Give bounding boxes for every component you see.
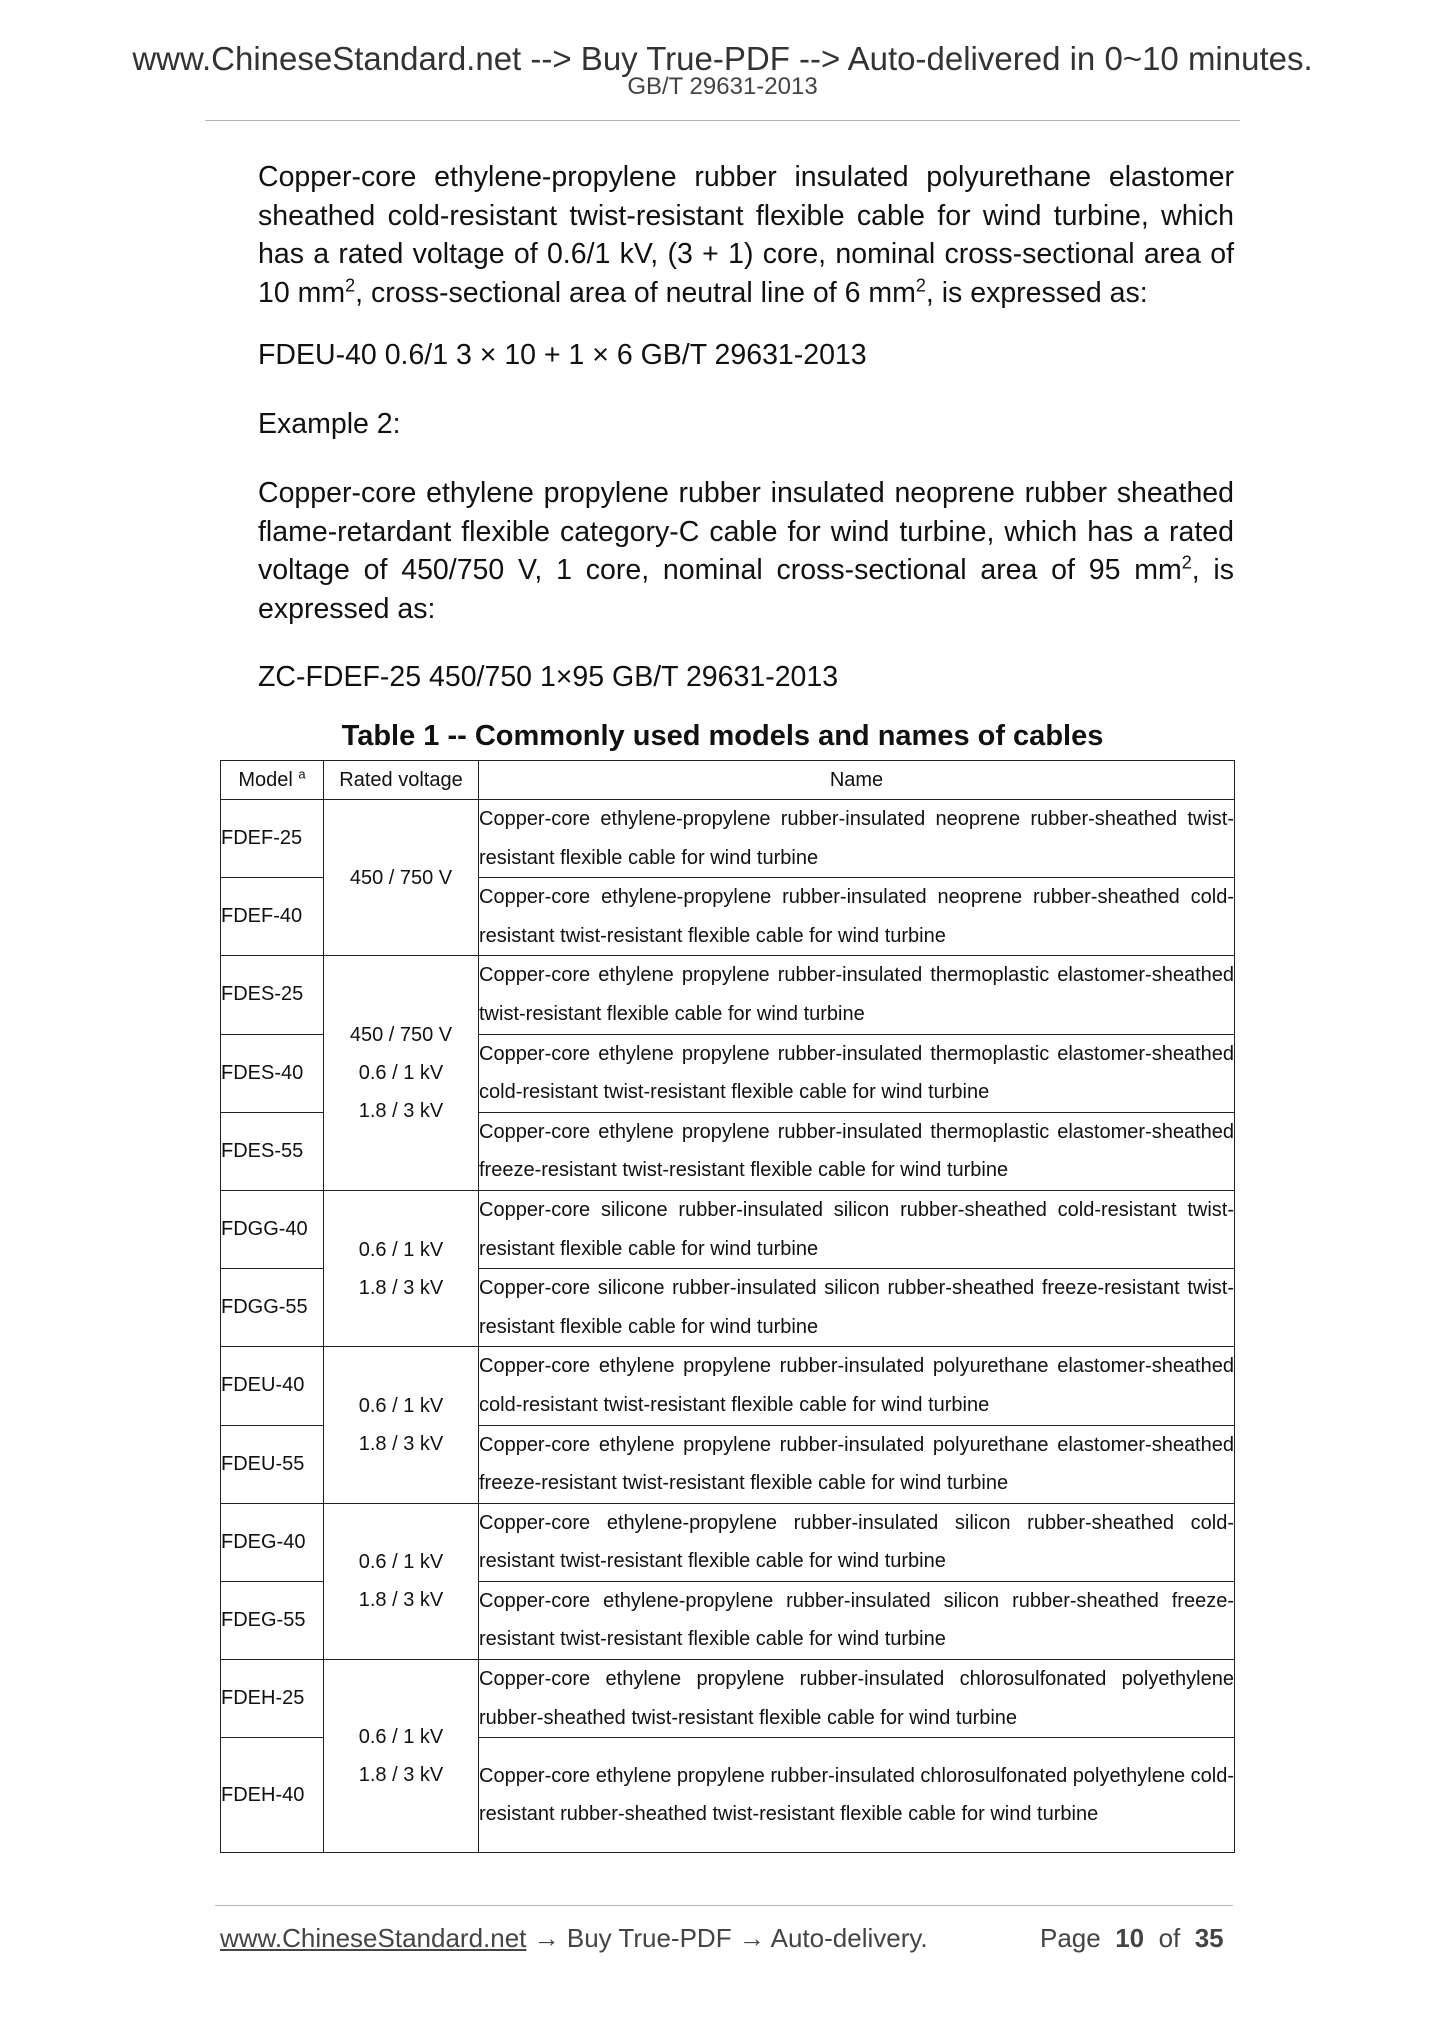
name-cell: Copper-core ethylene-propylene rubber-insulated silicon rubber-sheathed cold-resistant twist-resistant flexible cable for wind turbine: [479, 1503, 1235, 1581]
code-example-2: ZC-FDEF-25 450/750 1×95 GB/T 29631-2013: [258, 661, 839, 693]
name-cell: Copper-core ethylene propylene rubber-insulated polyurethane elastomer-sheathed cold-resistant twist-resistant flexible cable for wind turbine: [479, 1347, 1235, 1425]
name-cell: Copper-core ethylene propylene rubber-insulated thermoplastic elastomer-sheathed twist-resistant flexible cable for wind turbine: [479, 956, 1235, 1034]
header-divider: [205, 120, 1240, 121]
table-row: [221, 800, 1235, 878]
model-cell: FDEF-25: [221, 800, 324, 878]
paragraph-example-2: Copper-core ethylene propylene rubber insulated neoprene rubber sheathed flame-retardant flexible category-C cable for wind turbine, which has a rated voltage of 450/750 V, 1 core, nominal cross-sectional area of 95 $mm^2$, is expressed as:: [258, 477, 1234, 625]
table-row: [221, 1660, 1235, 1738]
cable-models-table: [220, 760, 1235, 1853]
model-cell: FDGG-55: [221, 1269, 324, 1347]
model-cell: FDGG-40: [221, 1190, 324, 1268]
model-cell: FDEG-55: [221, 1581, 324, 1659]
name-cell: Copper-core silicone rubber-insulated silicon rubber-sheathed freeze-resistant twist-resistant flexible cable for wind turbine: [479, 1269, 1235, 1347]
name-cell: Copper-core ethylene-propylene rubber-insulated neoprene rubber-sheathed twist-resistant flexible cable for wind turbine: [479, 800, 1235, 878]
header-rated-voltage: Rated voltage: [324, 761, 479, 800]
model-cell: FDES-40: [221, 1034, 324, 1112]
name-cell: Copper-core ethylene propylene rubber-insulated thermoplastic elastomer-sheathed cold-resistant twist-resistant flexible cable for wind turbine: [479, 1034, 1235, 1112]
footer-divider: [215, 1905, 1233, 1906]
paragraph-example-1: Copper-core ethylene-propylene rubber insulated polyurethane elastomer sheathed cold-resistant twist-resistant flexible cable for wind turbine, which has a rated voltage of 0.6/1 kV, (3 + 1) core, nominal cross-sectional area of 10 $mm^2$, cross-sectional area of neutral line of 6 $mm^2$, is expressed as:: [258, 161, 1234, 309]
site-banner: www.ChineseStandard.net --> Buy True-PDF --> Auto-delivered in 0~10 minutes.: [132, 40, 1313, 77]
model-cell: FDES-25: [221, 956, 324, 1034]
name-cell: Copper-core ethylene propylene rubber-insulated thermoplastic elastomer-sheathed freeze-resistant twist-resistant flexible cable for wind turbine: [479, 1112, 1235, 1190]
name-cell: Copper-core ethylene propylene rubber-insulated polyurethane elastomer-sheathed freeze-resistant twist-resistant flexible cable for wind turbine: [479, 1425, 1235, 1503]
example-2-heading: Example 2:: [258, 408, 401, 440]
header-model: Model $^a$: [221, 761, 324, 800]
model-cell: FDEU-55: [221, 1425, 324, 1503]
table-title: Table 1 -- Commonly used models and names of cables: [341, 720, 1104, 752]
model-cell: FDEH-25: [221, 1660, 324, 1738]
table-row: [221, 956, 1235, 1034]
auto-delivery-text: Auto-delivery.: [770, 1923, 928, 1953]
voltage-cell: 450 / 750 V 0.6 / 1 kV 1.8 / 3 kV: [324, 956, 479, 1191]
model-cell: FDEF-40: [221, 878, 324, 956]
model-cell: FDEH-40: [221, 1738, 324, 1853]
name-cell: Copper-core ethylene-propylene rubber-insulated neoprene rubber-sheathed cold-resistant twist-resistant flexible cable for wind turbine: [479, 878, 1235, 956]
voltage-cell: 450 / 750 V: [324, 800, 479, 956]
total-pages: 35: [1194, 1923, 1224, 1953]
document-id: GB/T 29631-2013: [627, 73, 818, 100]
table-header-row: [221, 761, 1235, 800]
arrow-right-icon: →: [533, 1923, 560, 1953]
page-indicator: Page 10 of 35: [1040, 1923, 1224, 1953]
buy-pdf-text: Buy True-PDF: [566, 1923, 732, 1953]
name-cell: Copper-core ethylene-propylene rubber-insulated silicon rubber-sheathed freeze-resistant twist-resistant flexible cable for wind turbine: [479, 1581, 1235, 1659]
name-cell: Copper-core silicone rubber-insulated silicon rubber-sheathed cold-resistant twist-resistant flexible cable for wind turbine: [479, 1190, 1235, 1268]
arrow-right-icon: →: [738, 1923, 765, 1953]
name-cell: Copper-core ethylene propylene rubber-insulated chlorosulfonated polyethylene cold-resistant rubber-sheathed twist-resistant flexible cable for wind turbine: [479, 1738, 1235, 1853]
voltage-cell: 0.6 / 1 kV 1.8 / 3 kV: [324, 1347, 479, 1503]
table-row: [221, 1503, 1235, 1581]
current-page: 10: [1115, 1923, 1145, 1953]
site-link[interactable]: www.ChineseStandard.net: [220, 1923, 527, 1953]
model-cell: FDEU-40: [221, 1347, 324, 1425]
table-row: [221, 1190, 1235, 1268]
voltage-cell: 0.6 / 1 kV 1.8 / 3 kV: [324, 1503, 479, 1659]
model-cell: FDES-55: [221, 1112, 324, 1190]
table-row: [221, 1347, 1235, 1425]
code-example-1: FDEU-40 0.6/1 3 × 10 + 1 × 6 GB/T 29631-2013: [258, 339, 867, 371]
footer-links: [220, 1925, 928, 1951]
name-cell: Copper-core ethylene propylene rubber-insulated chlorosulfonated polyethylene rubber-sheathed twist-resistant flexible cable for wind turbine: [479, 1660, 1235, 1738]
voltage-cell: 0.6 / 1 kV 1.8 / 3 kV: [324, 1660, 479, 1853]
voltage-cell: 0.6 / 1 kV 1.8 / 3 kV: [324, 1190, 479, 1346]
header-name: Name: [479, 761, 1235, 800]
model-cell: FDEG-40: [221, 1503, 324, 1581]
